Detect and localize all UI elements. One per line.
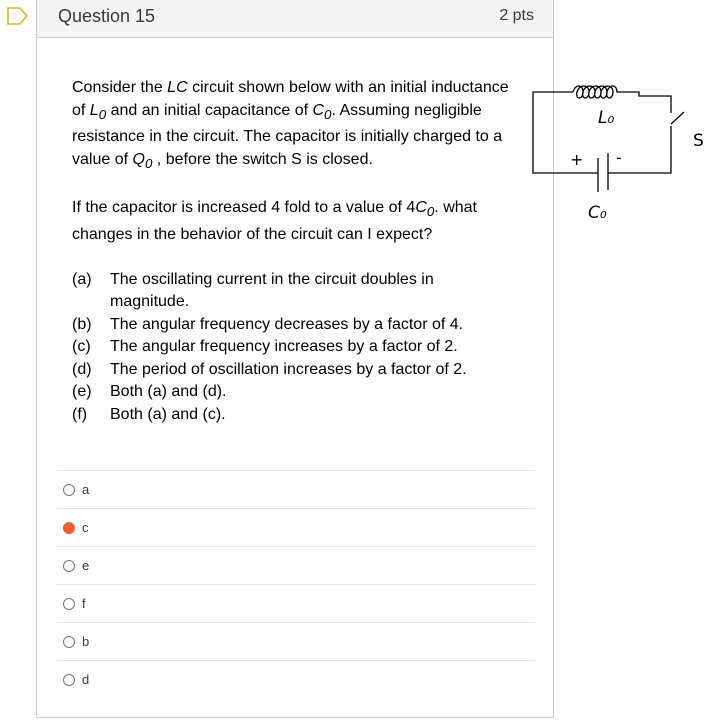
inductor-label: L₀ — [598, 108, 615, 128]
radio-button[interactable] — [63, 484, 75, 496]
option-item: (b) The angular frequency decreases by a factor of 4. — [72, 315, 464, 333]
question-title: Question 15 — [58, 6, 156, 26]
minus-sign: - — [616, 148, 622, 167]
answer-choice-b[interactable]: b — [57, 622, 535, 660]
radio-button[interactable] — [63, 598, 75, 610]
option-item: (f) Both (a) and (c). — [72, 405, 226, 423]
plus-sign: + — [570, 150, 584, 169]
capacitor-label: C₀ — [588, 203, 607, 223]
option-item: (a) The oscillating current in the circuit doubles in magnitude. — [72, 270, 434, 311]
question-paragraph-1: Consider the LC circuit shown below with an initial inductance of $L_0$ and an initial capacitance of $C_0$. Assuming negligible resistance in the circuit. The capacitor is initially charged to a value of $Q_0$ , before the switch S is closed. — [72, 79, 509, 171]
answer-choices — [57, 470, 535, 698]
option-item: (c) The angular frequency increases by a factor of 2. — [72, 338, 458, 356]
answer-choice-e[interactable]: e — [57, 546, 535, 584]
question-points: 2 pts — [499, 7, 534, 24]
radio-button[interactable] — [63, 636, 75, 648]
radio-button[interactable] — [63, 674, 75, 686]
answer-choice-d[interactable]: d — [57, 660, 535, 698]
switch-blade — [671, 112, 684, 124]
option-item: (d) The period of oscillation increases by a factor of 2. — [72, 360, 467, 378]
option-item: (e) Both (a) and (d). — [72, 383, 227, 401]
flag-question-icon[interactable] — [7, 7, 29, 25]
question-paragraph-2: If the capacitor is increased 4 fold to a value of $4C_0$. what changes in the behavior of the circuit can I expect? — [72, 199, 477, 244]
answer-choice-f[interactable]: f — [57, 584, 535, 622]
answer-choice-c[interactable]: c — [57, 508, 535, 546]
switch-label: S — [693, 131, 704, 151]
answer-choice-a[interactable]: a — [57, 470, 535, 508]
radio-button[interactable] — [63, 560, 75, 572]
radio-button-selected[interactable] — [63, 522, 75, 534]
option-list — [72, 269, 512, 427]
inductor-coil — [573, 86, 671, 113]
question-card — [36, 0, 554, 718]
question-text — [72, 77, 512, 426]
question-header — [37, 0, 553, 38]
lc-circuit-diagram — [525, 70, 724, 230]
